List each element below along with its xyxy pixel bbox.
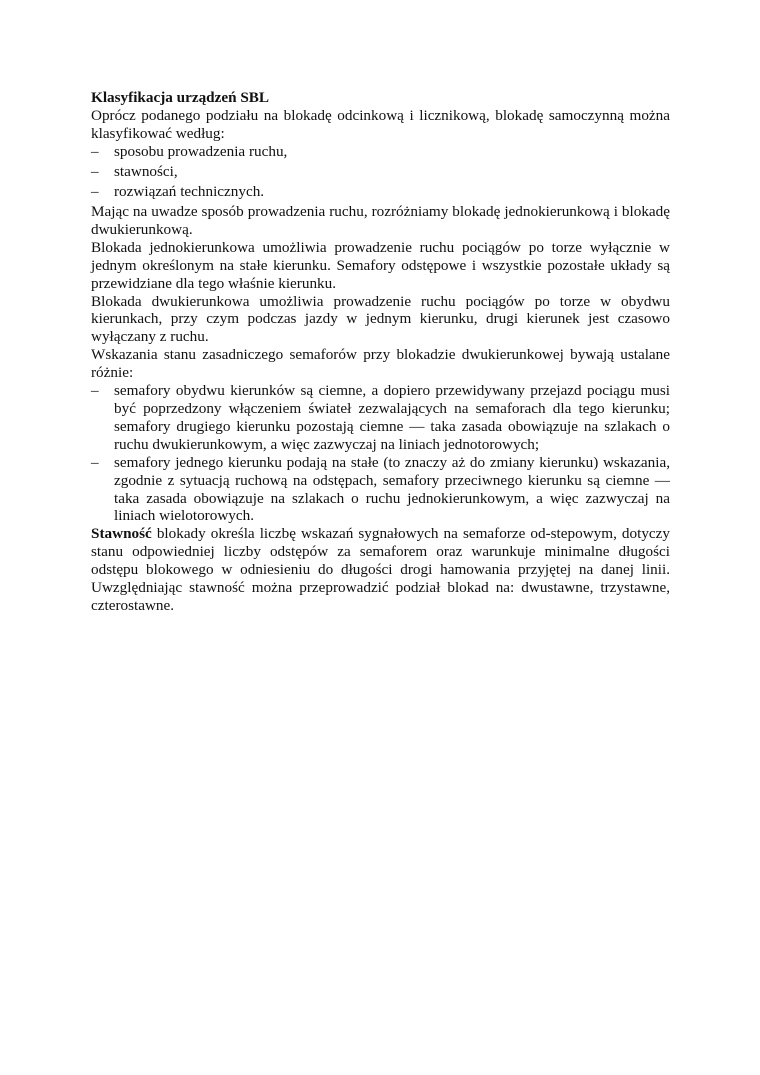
list-item — [91, 143, 670, 161]
one-way-paragraph: Blokada jednokierunkowa umożliwia prowadzenie ruchu pociągów po torze wyłącznie w jednym określonym na stałe kierunku. Semafory odstępowe i wszystkie pozostałe układy są przewidziane dla tego właśnie kierunku. — [91, 238, 670, 292]
stawnosc-text: blokady określa liczbę wskazań sygnałowych na semaforze od-stepowym, dotyczy stanu odpowiedniej liczby odstępów za semaforem oraz warunkuje minimalne długości odstępu blokowego w odniesieniu do długości drogi hamowania przyjętej na danej linii. Uwzględniając stawność można przeprowadzić podział blokad na: dwustawne, trzystawne, czterostawne. — [91, 525, 670, 614]
stawnosc-term: Stawność — [91, 525, 152, 543]
criteria-list — [91, 143, 670, 201]
document-body — [91, 89, 670, 615]
dash-bullet: – — [91, 382, 99, 400]
two-way-paragraph: Blokada dwukierunkowa umożliwia prowadzenie ruchu pociągów po torze w obydwu kierunkach, przy czym podczas jazdy w jednym kierunku, drugi kierunek jest czasowo wyłączany z ruchu. — [91, 292, 670, 346]
list-item-text: semafory jednego kierunku podają na stałe (to znaczy aż do zmiany kierunku) wskazania, zgodnie z sytuacją ruchową na odstępach, semafory przeciwnego kierunku są ciemne — taka zasada obowiązuje na szlakach o ruchu jednokierunkowym, a więc zazwyczaj na liniach wielotorowych. — [114, 453, 670, 525]
dash-bullet: – — [91, 142, 99, 160]
list-item-text: stawności, — [114, 162, 178, 180]
list-item-text: rozwiązań technicznych. — [114, 182, 265, 200]
dash-bullet: – — [91, 453, 99, 471]
indication-modes-list — [91, 382, 670, 525]
list-item — [91, 183, 670, 201]
traffic-paragraph: Mając na uwadze sposób prowadzenia ruchu, rozróżniamy blokadę jednokierunkową i blokadę dwukierunkową. — [91, 203, 670, 238]
dash-bullet: – — [91, 162, 99, 180]
list-item-text: sposobu prowadzenia ruchu, — [114, 142, 288, 160]
intro-paragraph: Oprócz podanego podziału na blokadę odcinkową i licznikową, blokadę samoczynną można klasyfikować według: — [91, 106, 670, 142]
list-item — [91, 454, 670, 526]
list-item — [91, 163, 670, 181]
dash-bullet: – — [91, 182, 99, 200]
indications-paragraph: Wskazania stanu zasadniczego semaforów przy blokadzie dwukierunkowej bywają ustalane różnie: — [91, 346, 670, 382]
stawnosc-paragraph — [91, 525, 670, 615]
list-item-text: semafory obydwu kierunków są ciemne, a dopiero przewidywany przejazd pociągu musi być poprzedzony włączeniem świateł zezwalających na semaforach dla tego kierunku; semafory drugiego kierunku pozostają ciemne — taka zasada obowiązuje na szlakach o ruchu dwukierunkowym, a więc zazwyczaj na liniach jednotorowych; — [114, 382, 670, 453]
list-item — [91, 382, 670, 454]
section-title: Klasyfikacja urządzeń SBL — [91, 89, 270, 106]
